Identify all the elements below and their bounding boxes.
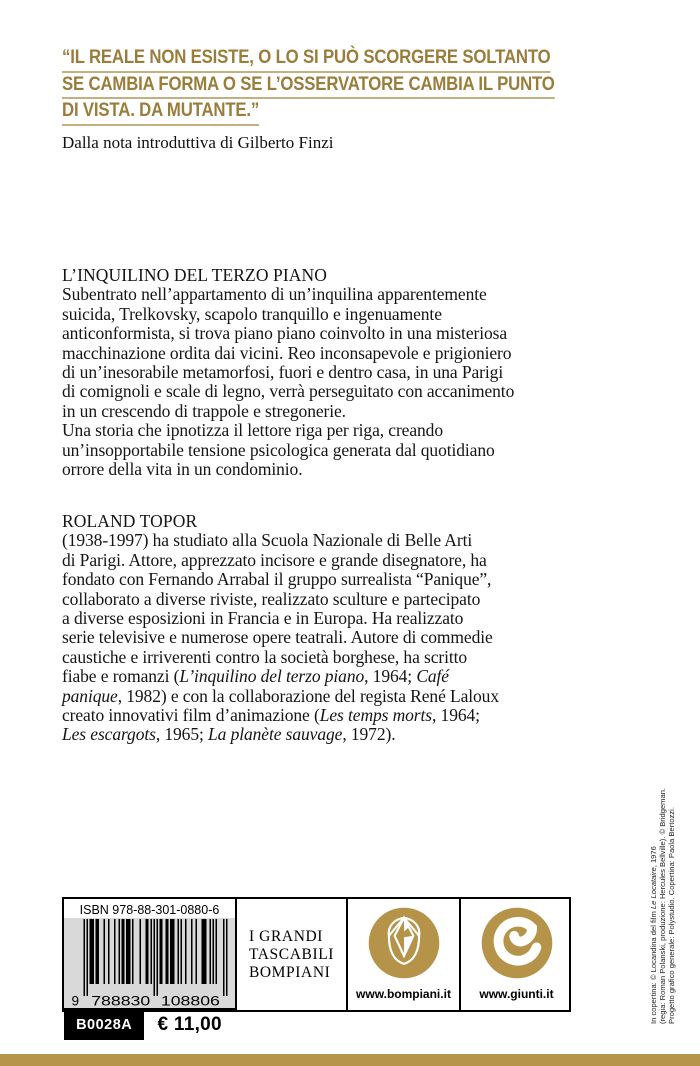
svg-text:9: 9 [71,993,80,1009]
giunti-url: www.giunti.it [479,987,554,1001]
synopsis-text: Subentrato nell’appartamento di un’inquilina apparentemente suicida, Trelkovsky, scapolo tranquillo e ingenuamente anticonformista, si trova piano piano coinvolto in una misteriosa macchinazione ordita dai vicini. Reo inconsapevole e prigioniero di un’inesorabile metamorfosi, fuori e dentro casa, in una Parigi di comignoli e scale di legno, verrà perseguitato con accanimento in un crescendo di trappole e stregonerie. Una storia che ipnotizza il lettore riga per riga, creando un’insopportabile tensione psicologica generata dal quotidiano orrore della vita in un condominio. [62,284,515,480]
bompiani-box [346,899,459,1010]
bompiani-url: www.bompiani.it [356,987,451,1001]
author-bio-block [62,512,622,745]
isbn-label: ISBN 978-88-301-0880-6 [64,899,235,918]
series-name: I GRANDI TASCABILI BOMPIANI [248,927,335,981]
author-bio-text: (1938-1997) ha studiato alla Scuola Nazionale di Belle Arti di Parigi. Attore, apprezzato incisore e grande disegnatore, ha fondato con Fernando Arrabal il gruppo surrealista “Panique”, collaborato a diverse riviste, realizzato sculture e partecipato a diverse esposizioni in Francia e in Europa. Ha realizzato serie televisive e numerose opere teatrali. Autore di commedie caustiche e irriverenti contro la società borghese, ha scritto fiabe e romanzi (L’inquilino del terzo piano, 1964; Café panique, 1982) e con la collaborazione del regista René Laloux creato innovativi film d’animazione (Les temps morts, 1964; Les escargots, 1965; La planète sauvage, 1972). [62,530,499,745]
giunti-logo-icon [481,907,553,979]
synopsis-block [62,266,622,479]
edition-code: B0028A [64,1010,144,1040]
series-box [235,899,346,1010]
synopsis-title: L’INQUILINO DEL TERZO PIANO [62,265,328,285]
cover-credits: In copertina: © Locandina del film Le Locataire, 1976 (regia: Roman Polanski, produzione: Hercules Bellville). © Bridgeman. Progetto grafico generale: Polystudio. Copertina: Paola Bertozzi. [649,787,676,1024]
price-label: € 11,00 [157,1014,222,1036]
barcode-box [64,899,235,1036]
price-row [64,1008,235,1040]
footer-strip [62,897,571,1036]
svg-text:788830: 788830 [91,993,151,1009]
author-name: ROLAND TOPOR [62,511,198,531]
giunti-box [459,899,572,1010]
ean13-barcode [64,918,235,1008]
svg-text:108806: 108806 [160,993,220,1009]
bompiani-logo-icon [368,907,440,979]
cover-quote [62,48,635,153]
quote-attribution: Dalla nota introduttiva di Gilberto Finzi [62,132,334,152]
gold-bottom-bar [0,1054,700,1066]
quote-lines: “IL REALE NON ESISTE, O LO SI PUÒ SCORGERE SOLTANTO SE CAMBIA FORMA O SE L’OSSERVATORE CAMBIA IL PUNTO DI VISTA. DA MUTANTE.” [62,48,635,126]
